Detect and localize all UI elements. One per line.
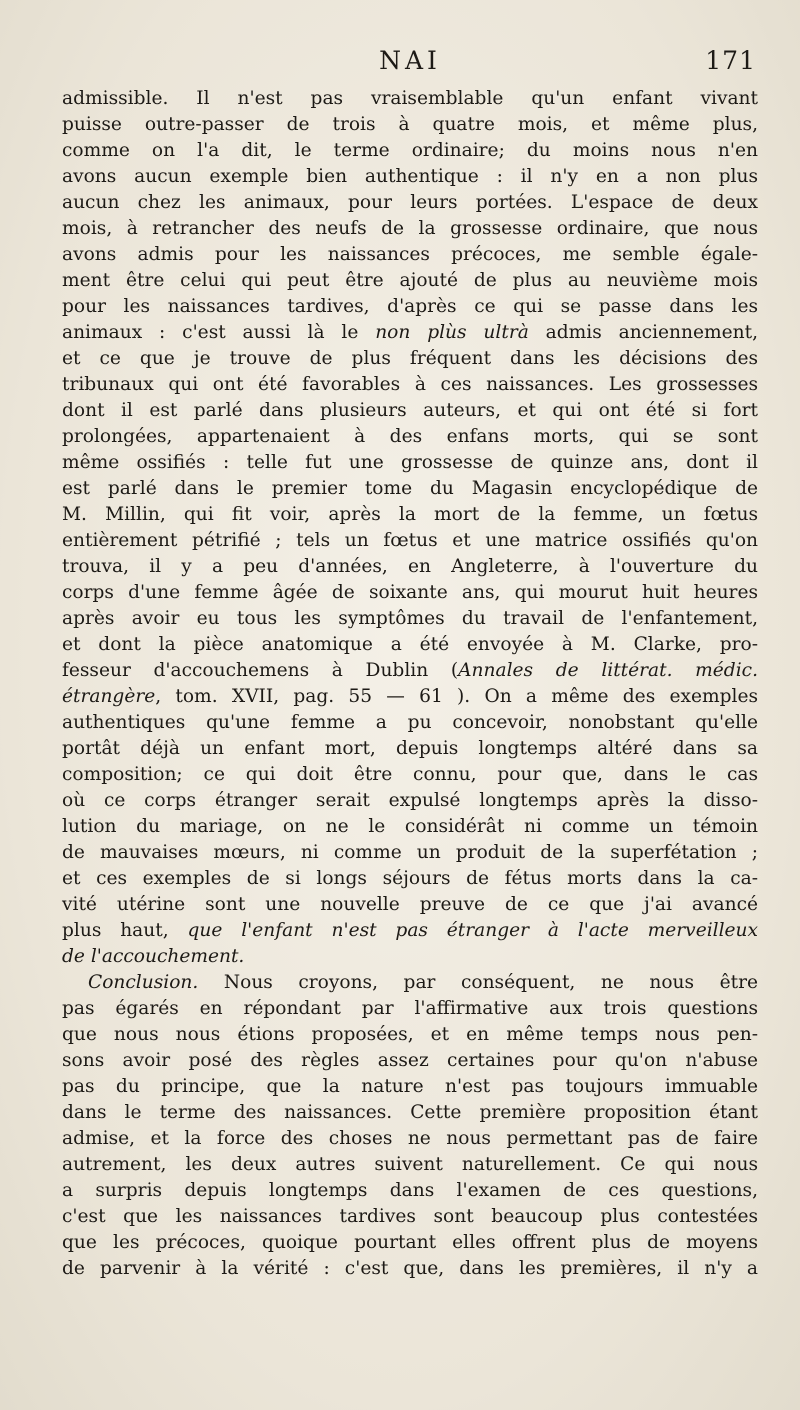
text-segment: , tom. XVII, pag. 55 — 61 ). On a même des exemples [155,686,758,707]
text-line [62,138,758,164]
text-segment: avons admis pour les naissances précoces, me semble égale- [62,244,758,265]
text-segment: comme on l'a dit, le terme ordinaire; du moins nous n'en [62,140,758,161]
text-line [62,1074,758,1100]
text-segment: Nous croyons, par conséquent, ne nous être [198,972,758,993]
text-segment: avons aucun exemple bien authentique : il n'y en a non plus [62,166,758,187]
text-segment: dans le terme des naissances. Cette première proposition étant [62,1102,758,1123]
text-segment: admise, et la force des choses ne nous permettant pas de faire [62,1128,758,1149]
text-line [62,190,758,216]
text-segment: dont il est parlé dans plusieurs auteurs, et qui ont été si fort [62,400,758,421]
text-line [62,294,758,320]
text-line [62,996,758,1022]
text-segment: est parlé dans le premier tome du Magasin encyclopédique de [62,478,758,499]
text-line [62,1230,758,1256]
italic-text: non plùs ultrà [375,322,529,343]
text-segment: de parvenir à la vérité : c'est que, dans les premières, il n'y a [62,1258,758,1279]
text-segment: que les précoces, quoique pourtant elles offrent plus de moyens [62,1232,758,1253]
text-line [62,242,758,268]
text-line [62,684,758,710]
italic-text: de l'accouchement. [62,946,245,967]
text-segment: aucun chez les animaux, pour leurs portées. L'espace de deux [62,192,758,213]
text-line [62,450,758,476]
text-line [62,658,758,684]
text-segment: M. Millin, qui fit voir, après la mort de la femme, un fœtus [62,504,758,525]
text-segment: après avoir eu tous les symptômes du travail de l'enfantement, [62,608,758,629]
text-line [62,632,758,658]
text-line [62,398,758,424]
text-line [62,970,758,996]
text-segment: pas égarés en répondant par l'affirmative aux trois questions [62,998,758,1019]
text-segment: a surpris depuis longtemps dans l'examen de ces questions, [62,1180,758,1201]
text-segment: animaux : c'est aussi là le [62,322,376,343]
text-line [62,892,758,918]
text-line [62,606,758,632]
text-line [62,736,758,762]
text-segment: fesseur d'accouchemens à Dublin ( [62,660,459,681]
text-line [62,1152,758,1178]
text-segment: de mauvaises mœurs, ni comme un produit de la superfétation ; [62,842,758,863]
text-line [62,1048,758,1074]
text-line [62,86,758,112]
text-segment: trouva, il y a peu d'années, en Angleterre, à l'ouverture du [62,556,758,577]
text-segment: portât déjà un enfant mort, depuis longtemps altéré dans sa [62,738,758,759]
text-line [62,1204,758,1230]
text-line [62,840,758,866]
text-segment: tribunaux qui ont été favorables à ces naissances. Les grossesses [62,374,758,395]
text-segment: autrement, les deux autres suivent naturellement. Ce qui nous [62,1154,758,1175]
text-line [62,1100,758,1126]
running-head: NAI [379,46,441,75]
text-line [62,502,758,528]
text-line [62,528,758,554]
text-segment: admis anciennement, [528,322,758,343]
text-line [62,164,758,190]
text-segment: pour les naissances tardives, d'après ce qui se passe dans les [62,296,758,317]
text-line [62,476,758,502]
text-line [62,268,758,294]
text-line [62,216,758,242]
text-line [62,1022,758,1048]
text-segment: puisse outre-passer de trois à quatre mois, et même plus, [62,114,758,135]
text-segment: et ce que je trouve de plus fréquent dans les décisions des [62,348,758,369]
text-line [62,762,758,788]
italic-text: étrangère [62,686,156,707]
text-line [62,788,758,814]
text-segment: que nous nous étions proposées, et en même temps nous pen- [62,1024,758,1045]
text-segment: ment être celui qui peut être ajouté de plus au neuvième mois [62,270,758,291]
text-segment: prolongées, appartenaient à des enfans morts, qui se sont [62,426,758,447]
page-number: 171 [705,46,756,75]
text-segment: lution du mariage, on ne le considérât ni comme un témoin [62,816,758,837]
text-line [62,1126,758,1152]
text-line [62,710,758,736]
text-line [62,580,758,606]
text-segment: où ce corps étranger serait expulsé longtemps après la disso- [62,790,758,811]
text-segment: sons avoir posé des règles assez certaines pour qu'on n'abuse [62,1050,758,1071]
italic-text: que l'enfant n'est pas étranger à l'acte merveilleux [187,920,758,941]
text-line [62,944,758,970]
text-line [62,372,758,398]
text-line [62,1178,758,1204]
text-segment: pas du principe, que la nature n'est pas toujours immuable [62,1076,758,1097]
page-header [60,46,760,86]
text-line [62,424,758,450]
italic-text: Annales de littérat. médic. [458,660,758,681]
text-segment: corps d'une femme âgée de soixante ans, qui mourut huit heures [62,582,758,603]
text-line [62,1256,758,1282]
text-segment: vité utérine sont une nouvelle preuve de ce que j'ai avancé [62,894,758,915]
text-segment: c'est que les naissances tardives sont beaucoup plus contestées [62,1206,758,1227]
text-line [62,112,758,138]
text-segment: et dont la pièce anatomique a été envoyée à M. Clarke, pro- [62,634,758,655]
text-line [62,554,758,580]
text-line [62,814,758,840]
text-segment: composition; ce qui doit être connu, pour que, dans le cas [62,764,758,785]
text-segment: plus haut, [62,920,188,941]
text-line [62,918,758,944]
italic-text: Conclusion. [88,972,199,993]
body-text [62,86,758,1282]
text-segment: admissible. Il n'est pas vraisemblable qu'un enfant vivant [62,88,758,109]
text-line [62,320,758,346]
text-segment: même ossifiés : telle fut une grossesse de quinze ans, dont il [62,452,758,473]
text-segment: authentiques qu'une femme a pu concevoir, nonobstant qu'elle [62,712,758,733]
text-segment: mois, à retrancher des neufs de la grossesse ordinaire, que nous [62,218,758,239]
text-line [62,346,758,372]
text-segment: entièrement pétrifié ; tels un fœtus et une matrice ossifiés qu'on [62,530,758,551]
text-segment: et ces exemples de si longs séjours de fétus morts dans la ca- [62,868,758,889]
text-line [62,866,758,892]
